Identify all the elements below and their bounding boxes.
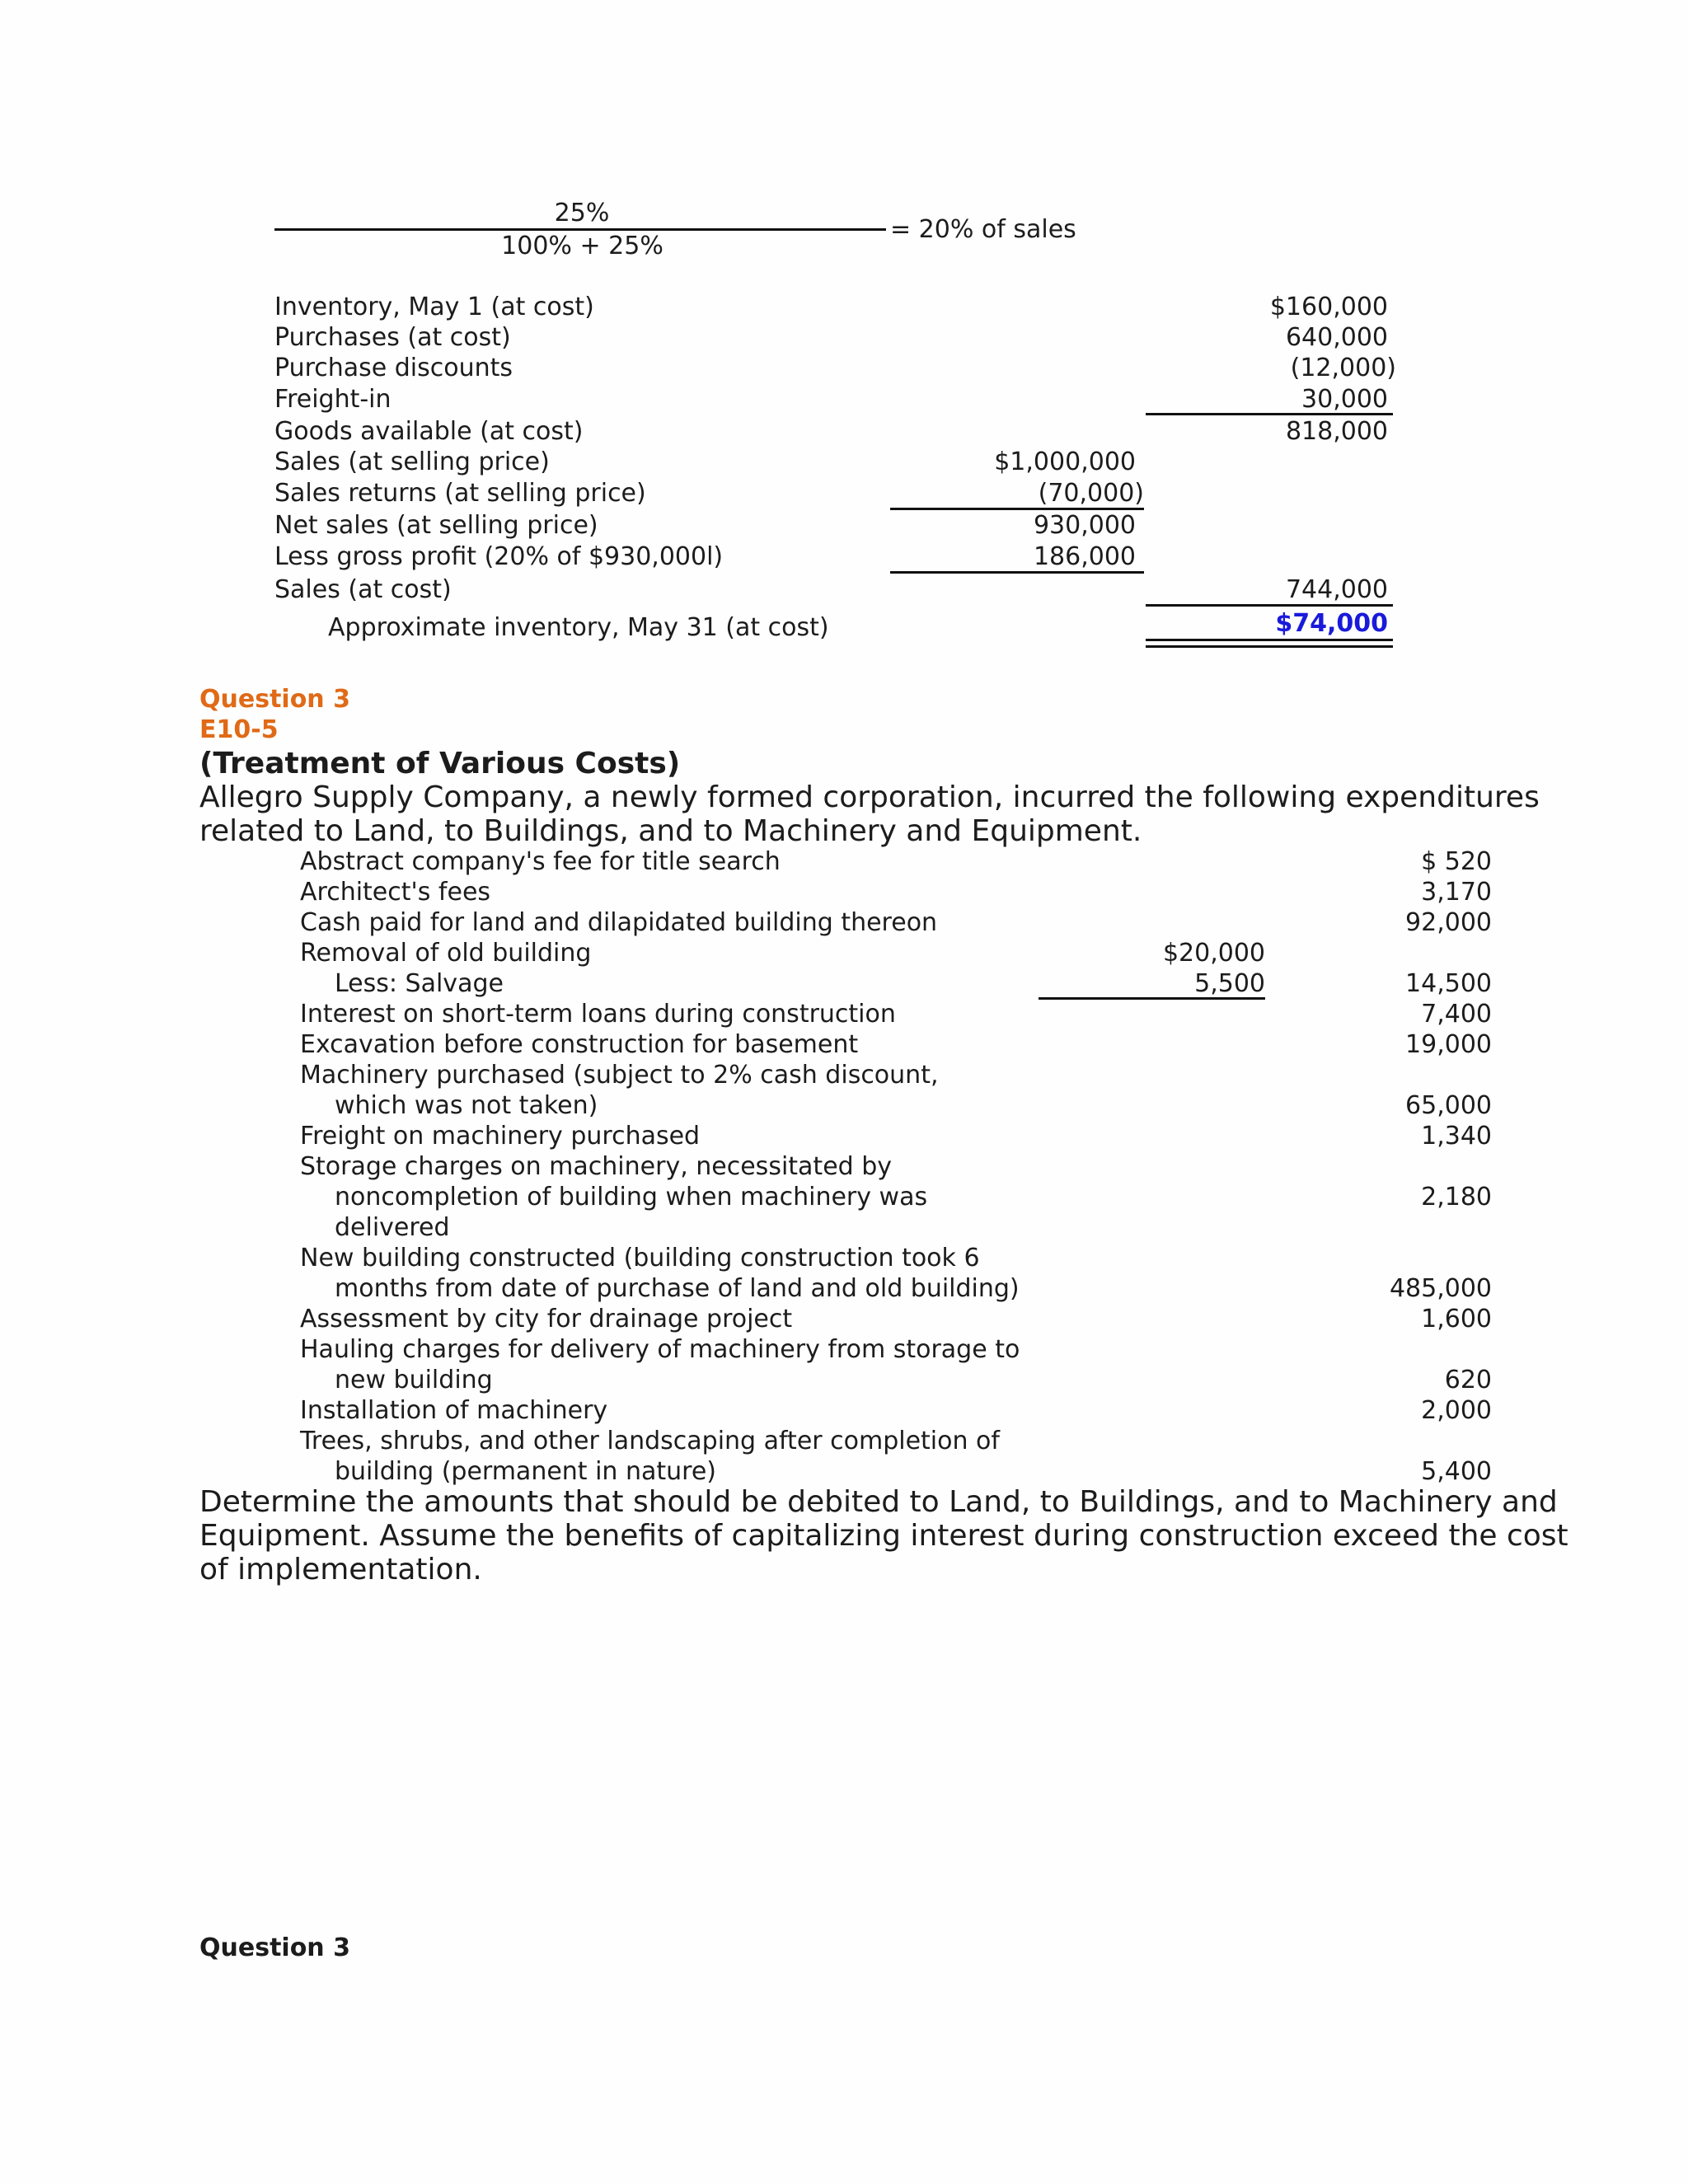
- schedule-label: Sales returns (at selling price): [274, 479, 646, 508]
- schedule-label: Sales (at selling price): [274, 448, 550, 476]
- expenditure-label: Cash paid for land and dilapidated building thereon: [300, 908, 938, 937]
- schedule-label: Purchases (at cost): [274, 323, 511, 352]
- total-value: $74,000: [1275, 609, 1388, 638]
- question-subtitle: (Treatment of Various Costs): [199, 747, 681, 780]
- expenditure-label: Interest on short-term loans during construction: [300, 1000, 896, 1029]
- instructions-text: Equipment. Assume the benefits of capitalizing interest during construction exceed the cost: [199, 1519, 1568, 1553]
- question-intro: related to Land, to Buildings, and to Machinery and Equipment.: [199, 814, 1142, 848]
- expenditure-label: Freight on machinery purchased: [300, 1122, 701, 1151]
- schedule-mid-value: 930,000: [1033, 511, 1136, 540]
- expenditure-amount: 7,400: [1421, 1000, 1492, 1029]
- schedule-value: 640,000: [1285, 323, 1388, 352]
- schedule-value: 744,000: [1285, 575, 1388, 604]
- expenditure-amount: 2,180: [1421, 1183, 1492, 1212]
- schedule-value: (12,000): [1290, 354, 1396, 382]
- expenditure-label: Machinery purchased (subject to 2% cash discount,: [300, 1061, 939, 1090]
- expenditure-label: new building: [335, 1366, 493, 1394]
- schedule-label: Freight-in: [274, 385, 392, 414]
- expenditure-label: Hauling charges for delivery of machinery from storage to: [300, 1335, 1020, 1364]
- question-title: Question 3: [199, 685, 350, 714]
- schedule-value: 30,000: [1301, 385, 1388, 414]
- subtotal-rule: [890, 571, 1144, 574]
- schedule-label: Net sales (at selling price): [274, 511, 598, 540]
- fraction-denominator: 100% + 25%: [501, 232, 663, 260]
- schedule-label: Less gross profit (20% of $930,000l): [274, 542, 724, 571]
- expenditure-amount: 620: [1444, 1366, 1492, 1394]
- expenditure-label: Trees, shrubs, and other landscaping after completion of: [300, 1427, 1000, 1455]
- expenditure-amount: 92,000: [1405, 908, 1492, 937]
- expenditure-amount: 65,000: [1405, 1091, 1492, 1120]
- expenditure-label: Excavation before construction for basement: [300, 1030, 859, 1059]
- expenditure-amount: 1,600: [1421, 1305, 1492, 1333]
- expenditure-amount: $ 520: [1421, 847, 1492, 876]
- expenditure-label: noncompletion of building when machinery was: [335, 1183, 928, 1212]
- expenditure-label: Assessment by city for drainage project: [300, 1305, 793, 1333]
- expenditure-amount: 19,000: [1405, 1030, 1492, 1059]
- expenditure-label: delivered: [335, 1213, 450, 1242]
- total-double-rule: [1146, 639, 1393, 648]
- expenditure-amount: 14,500: [1405, 969, 1492, 998]
- question-code: E10-5: [199, 715, 279, 744]
- expenditure-label: Installation of machinery: [300, 1396, 608, 1425]
- expenditure-amount: 5,400: [1421, 1457, 1492, 1486]
- fraction-result: = 20% of sales: [890, 215, 1076, 244]
- expenditure-label: New building constructed (building construction took 6: [300, 1244, 980, 1272]
- expenditure-label: Removal of old building: [300, 939, 592, 968]
- question-intro: Allegro Supply Company, a newly formed corporation, incurred the following expenditures: [199, 780, 1540, 814]
- schedule-value: $160,000: [1269, 293, 1388, 321]
- expenditure-amount: 1,340: [1421, 1122, 1492, 1151]
- schedule-label: Goods available (at cost): [274, 417, 584, 446]
- expenditure-label: Architect's fees: [300, 878, 491, 907]
- schedule-mid-value: (70,000): [1038, 479, 1144, 508]
- schedule-mid-value: 186,000: [1033, 542, 1136, 571]
- expenditure-mid-value: $20,000: [1162, 939, 1265, 968]
- schedule-mid-value: $1,000,000: [994, 448, 1136, 476]
- expenditure-label: months from date of purchase of land and old building): [335, 1274, 1020, 1303]
- schedule-value: 818,000: [1285, 417, 1388, 446]
- total-label: Approximate inventory, May 31 (at cost): [328, 613, 829, 642]
- schedule-label: Purchase discounts: [274, 354, 513, 382]
- subtotal-rule: [1039, 997, 1265, 1000]
- schedule-label: Sales (at cost): [274, 575, 452, 604]
- expenditure-label: building (permanent in nature): [335, 1457, 716, 1486]
- schedule-label: Inventory, May 1 (at cost): [274, 293, 594, 321]
- footer-question-title: Question 3: [199, 1933, 350, 1962]
- expenditure-amount: 3,170: [1421, 878, 1492, 907]
- instructions-text: of implementation.: [199, 1553, 482, 1586]
- expenditure-label: Less: Salvage: [335, 969, 504, 998]
- fraction-numerator: 25%: [554, 199, 610, 227]
- expenditure-mid-value: 5,500: [1194, 969, 1265, 998]
- instructions-text: Determine the amounts that should be debited to Land, to Buildings, and to Machinery and: [199, 1485, 1558, 1519]
- expenditure-label: which was not taken): [335, 1091, 598, 1120]
- subtotal-rule: [1146, 413, 1393, 415]
- expenditure-label: Abstract company's fee for title search: [300, 847, 781, 876]
- subtotal-rule: [1146, 604, 1393, 607]
- expenditure-amount: 485,000: [1389, 1274, 1492, 1303]
- expenditure-label: Storage charges on machinery, necessitated by: [300, 1152, 893, 1181]
- expenditure-amount: 2,000: [1421, 1396, 1492, 1425]
